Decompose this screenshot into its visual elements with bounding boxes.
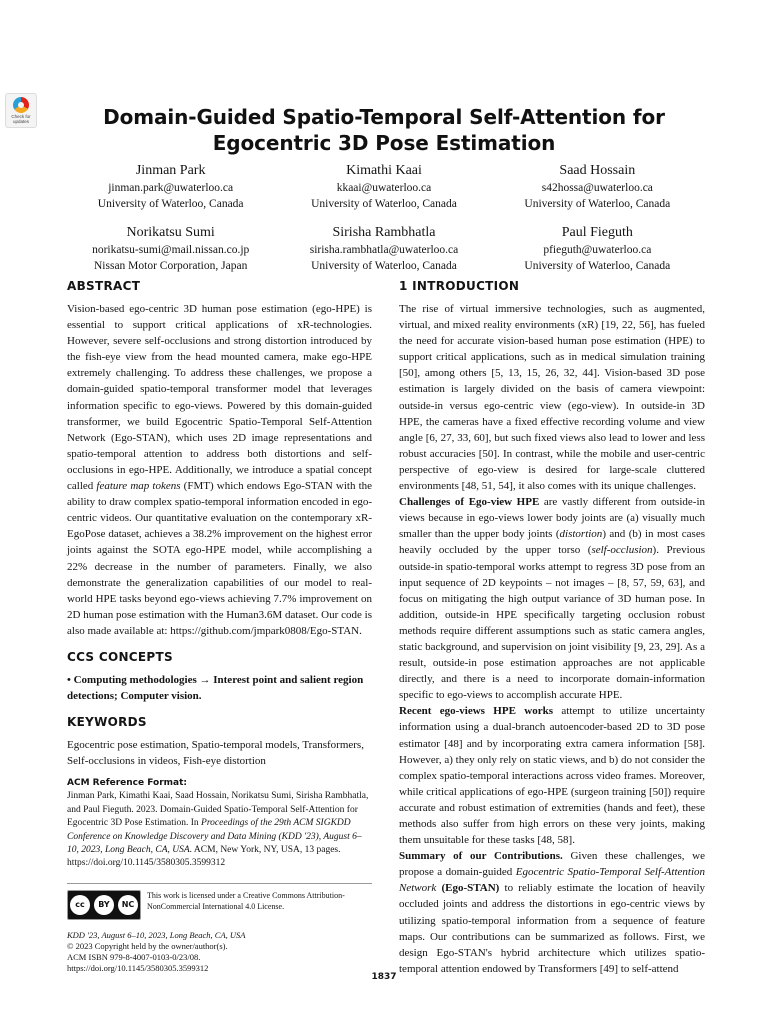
author-block xyxy=(64,162,704,274)
by-icon: BY xyxy=(94,895,114,915)
intro-heading: 1 INTRODUCTION xyxy=(399,279,520,293)
author-email: s42hossa@uwaterloo.ca xyxy=(541,182,653,194)
license-text: This work is licensed under a Creative Commons Attribution-NonCommercial International 4.0 License. xyxy=(147,890,345,911)
challenges-heading: Challenges of Ego-view HPE xyxy=(399,496,540,509)
author-affiliation: University of Waterloo, Canada xyxy=(97,198,244,210)
ccs-heading: CCS CONCEPTS xyxy=(67,649,173,664)
right-column xyxy=(399,278,705,977)
author xyxy=(277,162,490,212)
recent-works-heading: Recent ego-views HPE works xyxy=(399,705,554,718)
keywords-section xyxy=(67,714,372,769)
copyright-line: © 2023 Copyright held by the owner/author(s). xyxy=(67,940,228,951)
intro-paragraph-4: Summary of our Contributions. Given these challenges, we propose a domain-guided Egocentric Spatio-Temporal Self-Attention Network (Ego-STAN) to reliably estimate the location of heavily occluded joints and address the distortions in ego-centric views by utilizing spatio-temporal information from a sequence of feature maps. Our contributions can be summarized as follows. First, we design Ego-STAN's hybrid architecture which utilizes spatio-temporal attention endowed by Transformers [49] to self-attend xyxy=(399,850,705,975)
author-name: Sirisha Rambhatla xyxy=(332,225,436,240)
abstract-part-2: (FMT) which endows Ego-STAN with the ability to draw complex spatio-temporal information encoded in ego-centric videos. Our quantitative evaluation on the contemporary xR-EgoPose dataset, achieves a 38.2% improvement on the highest error joints against the SOTA ego-HPE model, while accomplishing a 22% decrease in the number of parameters. Finally, we also demonstrate the generalization capabilities of our model to real-world HPE tasks beyond ego-views achieving 7.7% improvement on 2D human pose estimation with the Human3.6M dataset. Our code is also made available at: https://github.com/jmpark0808/Ego-STAN. xyxy=(67,480,373,637)
isbn-line: ACM ISBN 979-8-4007-0103-0/23/08. xyxy=(67,951,201,962)
left-column xyxy=(67,278,372,974)
license-block xyxy=(67,883,372,920)
paper-title: Domain-Guided Spatio-Temporal Self-Attention for Egocentric 3D Pose Estimation xyxy=(103,105,665,155)
keywords-heading: KEYWORDS xyxy=(67,715,147,730)
publication-meta xyxy=(67,930,372,974)
ccs-text: • Computing methodologies → Interest point and salient region detections; Computer vision. xyxy=(67,673,364,703)
author-affiliation: University of Waterloo, Canada xyxy=(311,198,457,210)
abstract-part-1: Vision-based ego-centric 3D human pose estimation (ego-HPE) is essential to support critical applications of xR-technologies. However, severe self-occlusions and strong distortion introduced by the fish-eye view from the head mounted camera, make ego-HPE extremely challenging. To address these challenges, we propose a domain-guided spatio-temporal transformer model that leverages information specific to ego-views. Powered by this domain-guided transformer, we build Egocentric Spatio-Temporal Self-Attention Network (Ego-STAN), which uses 2D image representations and spatio-temporal attention to address both distortions and self-occlusions in ego-HPE. Additionally, we introduce a spatial concept called xyxy=(67,303,372,493)
author-email: sirisha.rambhatla@uwaterloo.ca xyxy=(309,244,459,256)
author-affiliation: Nissan Motor Corporation, Japan xyxy=(94,260,248,272)
crossmark-icon xyxy=(13,97,29,113)
author xyxy=(491,224,704,274)
author-email: pfieguth@uwaterloo.ca xyxy=(543,244,652,256)
creative-commons-logo[interactable] xyxy=(67,890,141,920)
conference-line: KDD '23, August 6–10, 2023, Long Beach, CA, USA xyxy=(67,929,246,940)
acm-ref-text: Jinman Park, Kimathi Kaai, Saad Hossain, Norikatsu Sumi, Sirisha Rambhatla, and Paul Fieguth. 2023. Domain-Guided Spatio-Temporal Self-Attention for Egocentric 3D Pose Estimation. In Proceedings of the 29th ACM SIGKDD Conference on Knowledge Discovery and Data Mining (KDD '23), August 6–10, 2023, Long Beach, CA, USA. ACM, New York, NY, USA, 13 pages. https://doi.org/10.1145/3580305.3599312 xyxy=(67,791,369,869)
author-name: Saad Hossain xyxy=(559,163,636,178)
page-number: 1837 xyxy=(371,972,397,982)
author-name: Kimathi Kaai xyxy=(346,163,422,178)
abstract-heading: ABSTRACT xyxy=(67,279,141,293)
ccs-section xyxy=(67,649,372,704)
author-name: Norikatsu Sumi xyxy=(126,225,215,240)
intro-paragraph-1: The rise of virtual immersive technologies, such as augmented, virtual, and mixed reality environments (xR) [19, 22, 56], has fueled the need for accurate vision-based human pose estimation (HPE) to support critical applications, such as in medical simulation training [50], among others [5, 13, 15, 26, 32, 44]. Vision-based 3D pose estimation is largely divided on the basis of camera viewpoint: outside-in versus ego-centric view (ego-view). In outside-in 3D HPE, the cameras have a fixed effective recording volume and view angle [6, 27, 33, 60], but such fixed views also lead to lower and less robust accuracies [50]. In contrast, while the mobile and user-centric perspective of ego-view is desired for large-scale cluttered environments [48, 51, 54], it also comes with its unique challenges. xyxy=(399,303,705,493)
nc-icon: NC xyxy=(118,895,138,915)
author-affiliation: University of Waterloo, Canada xyxy=(311,260,457,272)
acm-ref-heading: ACM Reference Format: xyxy=(67,778,187,789)
acm-ref-venue: Proceedings of the 29th ACM SIGKDD Conference on Knowledge Discovery and Data Mining (KDD '23), August 6–10, 2023, Long Beach, CA, USA. xyxy=(67,818,362,855)
author-affiliation: University of Waterloo, Canada xyxy=(524,198,671,210)
badge-label: Check for updates xyxy=(11,114,31,124)
abstract-text xyxy=(67,301,372,639)
author-email: norikatsu-sumi@mail.nissan.co.jp xyxy=(92,244,250,256)
author-name: Paul Fieguth xyxy=(561,225,633,240)
author xyxy=(277,224,490,274)
contributions-heading: Summary of our Contributions. xyxy=(399,850,563,863)
author-email: kkaai@uwaterloo.ca xyxy=(336,182,432,194)
author-name: Jinman Park xyxy=(135,163,206,178)
author-email: jinman.park@uwaterloo.ca xyxy=(108,182,234,194)
author xyxy=(64,224,277,274)
doi-link[interactable]: https://doi.org/10.1145/3580305.3599312 xyxy=(67,962,209,973)
cc-icon: cc xyxy=(70,895,90,915)
keywords-text: Egocentric pose estimation, Spatio-temporal models, Transformers, Self-occlusions in videos, Fish-eye distortion xyxy=(67,739,364,768)
author xyxy=(64,162,277,212)
author-affiliation: University of Waterloo, Canada xyxy=(524,260,671,272)
intro-paragraph-3: Recent ego-views HPE works attempt to utilize uncertainty information using a dual-branch autoencoder-based 2D to 3D pose estimator [48] and by incorporating extra camera information [58]. However, a) they only rely on static views, and b) do not consider the complex spatio-temporal interactions across video frames. Moreover, while critical applications of ego-HPE (surgeon training [50]) require accurate and robust estimation of extremities (hands and feet), these methods also suffer from high errors on these very joints, making them unsuitable for these tasks [48, 58]. xyxy=(399,705,705,847)
fmt-term: feature map tokens xyxy=(96,480,181,493)
check-for-updates-badge[interactable] xyxy=(5,93,37,128)
intro-paragraph-2: Challenges of Ego-view HPE are vastly different from outside-in views because in ego-views lower body joints are (a) visually much smaller than the upper body joints (distortion) and (b) in most cases heavily occluded by the upper torso (self-occlusion). Previous outside-in spatio-temporal works attempt to regress 3D pose from an input sequence of 2D keypoints – not images – [8, 57, 59, 63], and focus on mitigating the high output variance of 3D human pose. In addition, outside-in HPE specifically targeting occlusion robust methods require different assumptions such as static camera angles, static background, and supervision on joint visibility [9, 23, 29]. As a result, outside-in pose estimation approaches are not applicable directly, and there is a need to incorporate domain-information specific to ego-views to accomplish accurate HPE. xyxy=(399,496,706,702)
author xyxy=(491,162,704,212)
